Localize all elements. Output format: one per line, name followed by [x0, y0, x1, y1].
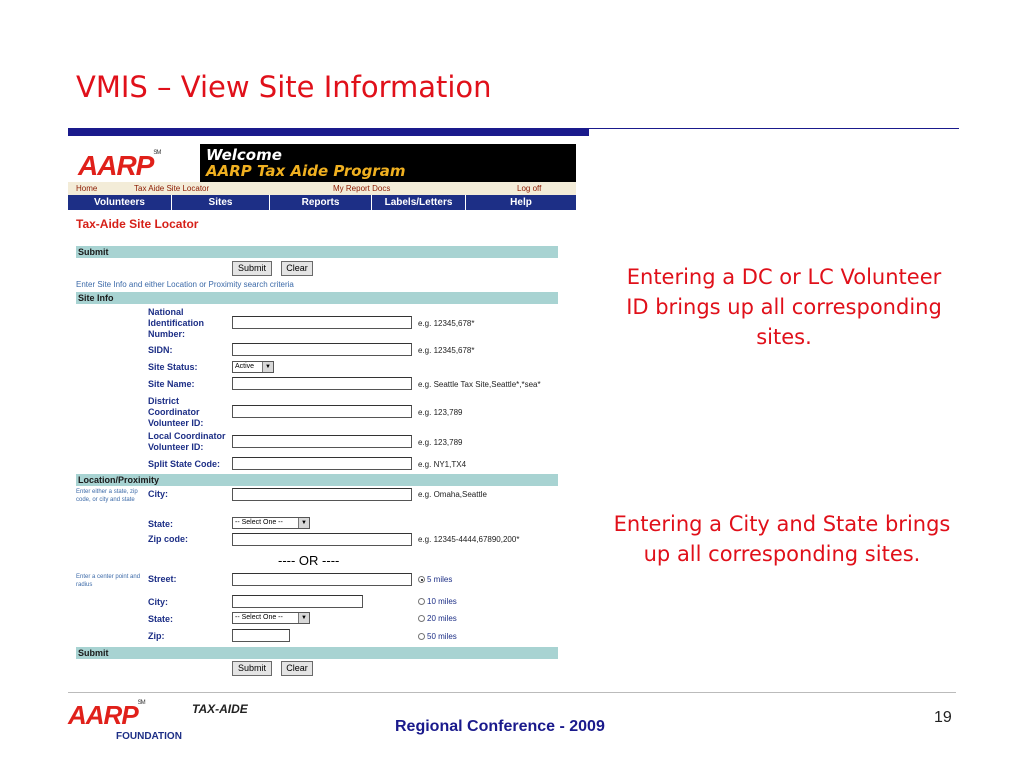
program-name: AARP Tax Aide Program — [206, 162, 406, 180]
my-report-docs-link[interactable]: My Report Docs — [333, 184, 391, 193]
welcome-text: Welcome — [206, 146, 282, 164]
location-section-header: Location/Proximity — [76, 474, 558, 486]
field-label: National Identification Number: — [148, 307, 204, 339]
or-divider: ---- OR ---- — [278, 553, 340, 568]
nav-volunteers[interactable]: Volunteers — [68, 195, 172, 210]
field-label: Local Coordinator Volunteer ID: — [148, 431, 226, 452]
clear-button[interactable]: Clear — [281, 261, 313, 276]
radio-icon — [418, 633, 425, 640]
chevron-down-icon: ▼ — [298, 518, 309, 528]
proximity-city-input[interactable] — [232, 595, 363, 608]
city-input[interactable] — [232, 488, 412, 501]
site-info-header: Site Info — [76, 292, 558, 304]
log-off-link[interactable]: Log off — [517, 184, 542, 193]
field-label: Zip: — [148, 631, 165, 641]
submit-section-header: Submit — [76, 246, 558, 258]
submit-section-header-bottom: Submit — [76, 647, 558, 659]
field-example: e.g. 123,789 — [418, 408, 463, 417]
field-label: Site Name: — [148, 379, 195, 389]
nin-input[interactable] — [232, 316, 412, 329]
proximity-zip-input[interactable] — [232, 629, 290, 642]
field-label: District Coordinator Volunteer ID: — [148, 396, 204, 428]
field-label: Street: — [148, 574, 177, 584]
site-name-input[interactable] — [232, 377, 412, 390]
radio-checked-icon — [418, 576, 425, 583]
field-label: State: — [148, 519, 174, 529]
submit-button-bottom[interactable]: Submit — [232, 661, 272, 676]
field-example: e.g. Seattle Tax Site,Seattle*,*sea* — [418, 380, 541, 389]
field-label: SIDN: — [148, 345, 173, 355]
callout-city-state: Entering a City and State brings up all corresponding sites. — [613, 512, 951, 566]
page-heading: Tax-Aide Site Locator — [76, 217, 199, 231]
location-note: Enter either a state, zip code, or city and state — [76, 489, 138, 503]
field-label: City: — [148, 597, 168, 607]
slide-title: VMIS – View Site Information — [76, 70, 492, 104]
field-example: e.g. NY1,TX4 — [418, 460, 467, 469]
footer-rule — [68, 692, 956, 693]
nav-sites[interactable]: Sites — [172, 195, 270, 210]
field-example: e.g. 12345-4444,67890,200* — [418, 535, 520, 544]
field-example: e.g. 12345,678* — [418, 319, 475, 328]
field-label: Split State Code: — [148, 459, 221, 469]
sidn-input[interactable] — [232, 343, 412, 356]
split-state-code-input[interactable] — [232, 457, 412, 470]
clear-button-bottom[interactable]: Clear — [281, 661, 313, 676]
home-link[interactable]: Home — [76, 184, 98, 193]
proximity-state-select[interactable]: -- Select One -- ▼ — [232, 612, 310, 624]
radius-20-radio[interactable]: 20 miles — [418, 614, 457, 623]
nav-labels-letters[interactable]: Labels/Letters — [372, 195, 466, 210]
chevron-down-icon: ▼ — [298, 613, 309, 623]
radius-10-radio[interactable]: 10 miles — [418, 597, 457, 606]
radio-icon — [418, 598, 425, 605]
chevron-down-icon: ▼ — [262, 362, 273, 372]
street-input[interactable] — [232, 573, 412, 586]
instructions-text: Enter Site Info and either Location or Proximity search criteria — [76, 280, 294, 289]
title-rule-thin — [589, 128, 959, 129]
state-select[interactable]: -- Select One -- ▼ — [232, 517, 310, 529]
radius-50-radio[interactable]: 50 miles — [418, 632, 457, 641]
proximity-note: Enter a center point and radius — [76, 574, 141, 588]
field-example: e.g. 12345,678* — [418, 346, 475, 355]
conference-label: Regional Conference - 2009 — [395, 718, 605, 735]
field-label: Zip code: — [148, 534, 188, 544]
page-number: 19 — [934, 709, 952, 726]
aarp-foundation-logo: AARP℠ — [68, 700, 145, 730]
tax-aide-label: TAX-AIDE — [192, 702, 248, 716]
nav-reports[interactable]: Reports — [270, 195, 372, 210]
field-label: City: — [148, 489, 168, 499]
field-example: e.g. 123,789 — [418, 438, 463, 447]
aarp-logo: AARP℠ — [78, 150, 161, 181]
top-links — [68, 182, 576, 195]
callout-volunteer-id: Entering a DC or LC Volunteer ID brings up all corresponding sites. — [626, 265, 942, 349]
site-locator-link[interactable]: Tax Aide Site Locator — [134, 184, 210, 193]
submit-button[interactable]: Submit — [232, 261, 272, 276]
field-example: e.g. Omaha,Seattle — [418, 490, 487, 499]
zip-code-input[interactable] — [232, 533, 412, 546]
lc-volunteer-id-input[interactable] — [232, 435, 412, 448]
nav-help[interactable]: Help — [510, 197, 532, 208]
radio-icon — [418, 615, 425, 622]
main-nav — [68, 195, 576, 210]
field-label: Site Status: — [148, 362, 198, 372]
app-banner — [68, 144, 576, 182]
title-rule — [68, 128, 589, 136]
field-label: State: — [148, 614, 174, 624]
site-status-select[interactable]: Active ▼ — [232, 361, 274, 373]
dc-volunteer-id-input[interactable] — [232, 405, 412, 418]
foundation-label: FOUNDATION — [116, 731, 182, 742]
welcome-box — [200, 144, 576, 182]
vmis-screenshot — [68, 140, 576, 688]
radius-5-radio[interactable]: 5 miles — [418, 575, 452, 584]
